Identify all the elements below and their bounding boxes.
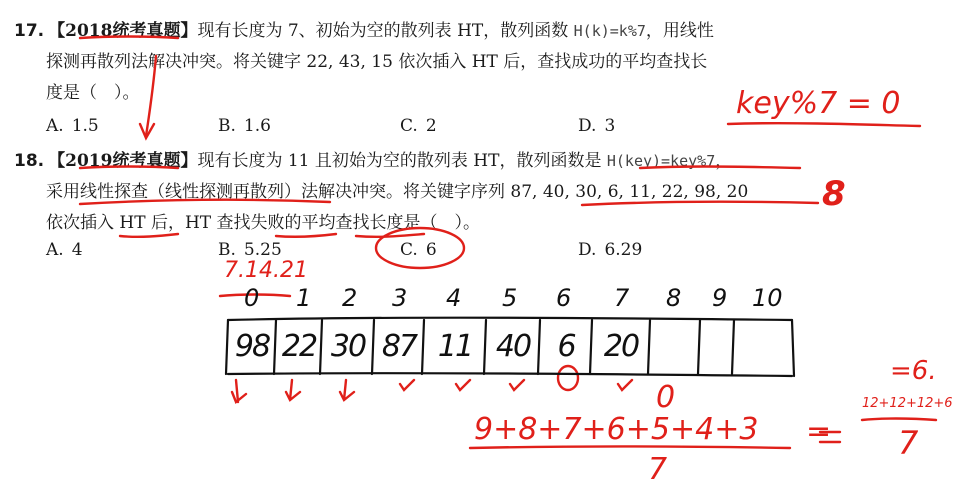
question-tag: 【2018统考真题】 bbox=[48, 21, 198, 41]
check-2 bbox=[340, 380, 354, 400]
slot-index: 1 bbox=[296, 284, 312, 312]
hash-function: H(k)=k%7 bbox=[573, 22, 646, 40]
slot-index: 7 bbox=[614, 284, 630, 312]
fraction-bar-right bbox=[862, 419, 936, 421]
question-tag: 【2019统考真题】 bbox=[48, 151, 198, 171]
note-key-mod: key%7 = 0 bbox=[736, 86, 901, 121]
note-equals: = bbox=[806, 414, 832, 449]
note-sum-expression: 9+8+7+6+5+4+3 bbox=[474, 412, 759, 447]
key-sequence: 87, 40, 30, 6, 11, 22, 98, 20 bbox=[510, 182, 749, 202]
slot-index: 3 bbox=[392, 284, 408, 312]
tick-3 bbox=[400, 380, 414, 390]
underline-key-mod bbox=[728, 123, 920, 126]
question-18-line2: 采用线性探查（线性探测再散列）法解决冲突。将关键字序列 87, 40, 30, 6, 11, 22, 98, 20 bbox=[46, 182, 749, 202]
question-text: 现有长度为 11 且初始为空的散列表 HT，散列函数是 bbox=[197, 151, 607, 171]
underline-func bbox=[640, 167, 800, 169]
slot-index: 0 bbox=[244, 284, 260, 312]
note-extra-key: 8 bbox=[822, 174, 846, 214]
table-cell bbox=[734, 318, 792, 374]
table-cell: 22 bbox=[281, 328, 317, 364]
hash-function: H(key)=key%7 bbox=[606, 152, 716, 170]
option-d: D. 3 bbox=[578, 116, 616, 136]
option-c: C. 2 bbox=[400, 116, 437, 136]
slot-index: 2 bbox=[342, 284, 358, 312]
question-text: ， bbox=[715, 151, 733, 171]
option-b: B. 5.25 bbox=[218, 240, 282, 260]
check-1 bbox=[286, 380, 300, 400]
question-17-line3: 度是（ ）。 bbox=[46, 83, 140, 103]
strikethrough-tag-18 bbox=[80, 167, 178, 169]
slot-index: 8 bbox=[666, 284, 682, 312]
question-18-line3: 依次插入 HT 后，HT 查找失败的平均查找长度是（ ）。 bbox=[46, 213, 481, 233]
slot-index: 5 bbox=[502, 284, 518, 312]
slot-index: 6 bbox=[556, 284, 572, 312]
slot-index: 4 bbox=[446, 284, 462, 312]
underline-ht bbox=[120, 234, 178, 237]
note-fraction-denominator: 7 bbox=[898, 424, 919, 462]
table-cell: 30 bbox=[330, 328, 366, 364]
table-cell: 6 bbox=[557, 328, 575, 364]
option-d: D. 6.29 bbox=[578, 240, 643, 260]
tick-7 bbox=[618, 380, 632, 390]
table-cell bbox=[700, 318, 734, 374]
table-cell bbox=[650, 318, 700, 374]
slot-index: 9 bbox=[712, 284, 728, 312]
question-number: 18. bbox=[14, 151, 45, 171]
table-cell: 40 bbox=[495, 328, 531, 364]
underline-method bbox=[80, 200, 330, 204]
option-b: B. 1.6 bbox=[218, 116, 271, 136]
underline-fail bbox=[276, 234, 336, 237]
table-cell: 11 bbox=[437, 328, 473, 364]
question-number: 17. bbox=[14, 21, 45, 41]
question-text: ，用线性 bbox=[645, 21, 714, 41]
tick-5 bbox=[510, 380, 524, 390]
note-result: =6. bbox=[890, 356, 937, 386]
table-cell: 87 bbox=[381, 328, 417, 364]
note-fraction-numerator: 12+12+12+6 bbox=[862, 396, 953, 411]
table-cell: 98 bbox=[234, 328, 270, 364]
option-a: A. 1.5 bbox=[46, 116, 99, 136]
strikethrough-tag-17 bbox=[80, 37, 178, 39]
option-c: C. 6 bbox=[400, 240, 437, 260]
note-multiples: 7.14.21 bbox=[224, 258, 308, 283]
note-zero: 0 bbox=[656, 380, 676, 415]
option-a: A. 4 bbox=[46, 240, 83, 260]
question-text: 现有长度为 7、初始为空的散列表 HT，散列函数 bbox=[197, 21, 574, 41]
question-17-line2: 探测再散列法解决冲突。将关键字 22, 43, 15 依次插入 HT 后，查找成功的平均查找长 bbox=[46, 52, 708, 72]
tick-4 bbox=[456, 380, 470, 390]
check-0 bbox=[232, 380, 246, 402]
underline-keys bbox=[582, 202, 818, 205]
slot-index: 10 bbox=[752, 284, 783, 312]
note-denominator: 7 bbox=[648, 452, 668, 487]
table-cell: 20 bbox=[603, 328, 639, 364]
